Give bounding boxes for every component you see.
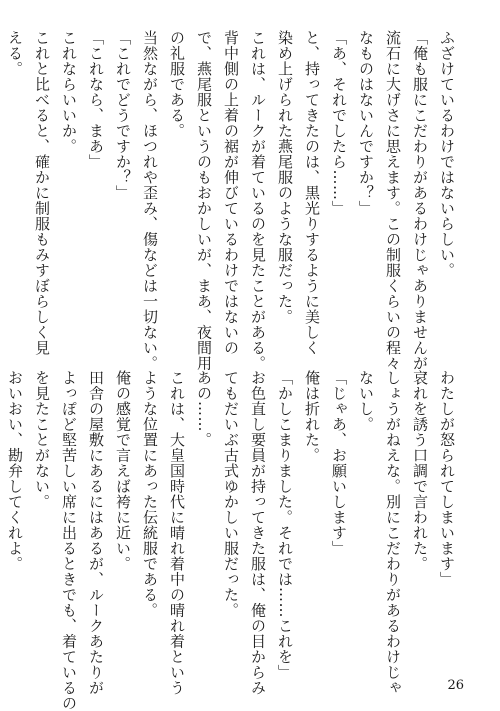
text-line: を見たことがない。 (33, 370, 51, 510)
text-line: 染め上げられた燕尾服のような服だった。 (276, 30, 294, 325)
text-line: てもだいぶ古式ゆかしい服だった。 (222, 370, 240, 618)
text-block-upper (0, 30, 460, 387)
text-line (0, 30, 1, 350)
text-line: 「あ、それでしたら……」 (330, 30, 348, 216)
text-line: これは、大皇国時代に晴れ着中の晴れ着という (168, 370, 186, 696)
text-line: これは、ルークが着ているのを見たことがある。 (249, 30, 267, 371)
text-line: 「じゃあ、お願いします」 (330, 370, 348, 556)
text-line: 哀れを誘う口調で言われた。 (411, 370, 429, 572)
text-line: お色直し要員が持ってきた服は、俺の目からみ (249, 370, 267, 696)
text-line: 俺は折れた。 (303, 370, 321, 463)
text-line: おいおい、勘弁してくれよ。 (6, 370, 24, 572)
text-line: 「かしこまりました。それでは……これを」 (276, 370, 294, 680)
text-line: 田舎の屋敷にあるにはあるが、ルークあたりが (87, 370, 105, 696)
text-line: 「俺も服にこだわりがあるわけじゃありませんが、 (411, 30, 429, 387)
text-line: しょうがねえな。別にこだわりがあるわけじゃ (384, 370, 402, 696)
text-line (0, 370, 1, 670)
text-line: 流石に大げさに思えます。この制服くらいの程々 (384, 30, 402, 371)
text-line: なものはないんですか？」 (357, 30, 375, 216)
text-line: 「これなら、まあ」 (87, 30, 105, 170)
text-line: これならいいか。 (60, 30, 78, 154)
text-line: よっぽど堅苦しい席に出るときでも、着ているの (60, 370, 78, 711)
text-line: これと比べると、確かに制服もみすぼらしく見 (33, 30, 51, 356)
text-line: 当然ながら、ほつれや歪み、傷などは一切ない。 (141, 30, 159, 371)
text-line: える。 (6, 30, 24, 77)
text-line: 背中側の上着の裾が伸びているわけではないの (222, 30, 240, 356)
text-line: ような位置にあった伝統服である。 (141, 370, 159, 618)
text-line: ないし。 (357, 370, 375, 432)
text-line: 「これでどうですか？」 (114, 30, 132, 201)
text-line: の礼服である。 (168, 30, 186, 139)
text-line: わたしが怒られてしまいます」 (438, 370, 456, 587)
text-line: と、持ってきたのは、黒光りするように美しく (303, 30, 321, 356)
page-number: 26 (447, 678, 464, 693)
text-line: で、燕尾服というのもおかしいが、まあ、夜間用 (195, 30, 213, 371)
text-line: 俺の感覚で言えば袴に近い。 (114, 370, 132, 572)
text-line: あの……。 (195, 370, 213, 448)
text-line: ふざけているわけではないらしい。 (438, 30, 456, 278)
